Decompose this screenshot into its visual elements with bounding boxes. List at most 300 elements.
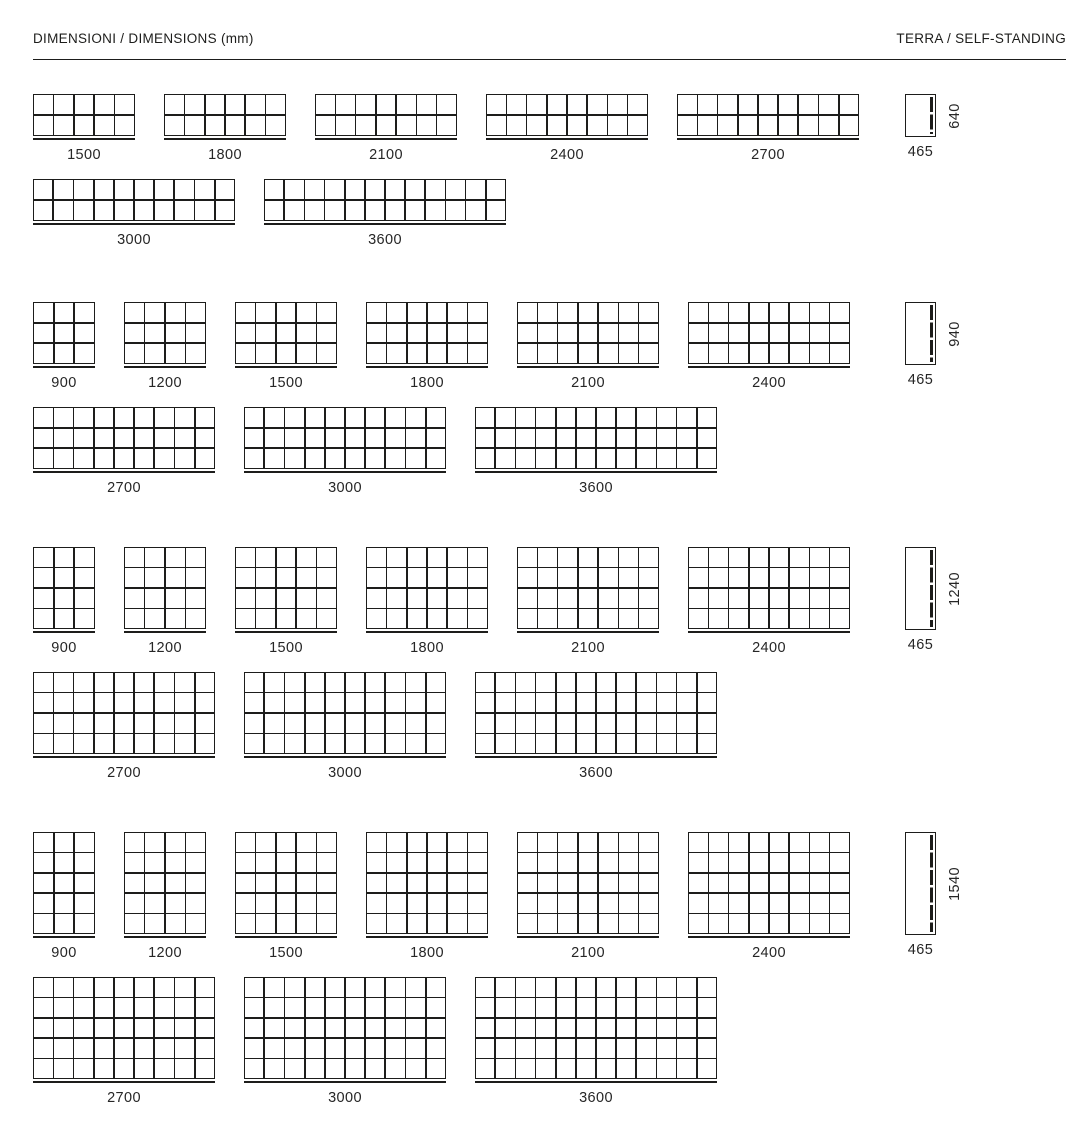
grid-cell [437, 116, 456, 135]
unit-900x940 [33, 302, 95, 391]
grid-cell [639, 914, 658, 933]
grid-cell [155, 1019, 174, 1038]
grid-cell [175, 673, 194, 692]
grid-cell [317, 914, 336, 933]
grid-cell [830, 833, 849, 852]
grid-cell [115, 180, 133, 199]
grid-cell [518, 589, 537, 608]
unit-front-drawing [475, 672, 717, 754]
grid-cell [166, 568, 185, 587]
unit-row [33, 407, 1083, 496]
unit-1500x640 [33, 94, 135, 163]
grid-cell [155, 693, 174, 712]
grid-cell [518, 914, 537, 933]
grid-cell [689, 874, 708, 893]
grid-cell [387, 833, 406, 852]
grid-cell [196, 1059, 215, 1078]
grid-cell [387, 874, 406, 893]
grid-cell [145, 324, 164, 343]
grid-cell [236, 303, 255, 322]
grid-cell [125, 303, 144, 322]
unit-width-label: 900 [51, 945, 77, 961]
grid-cell [336, 95, 355, 114]
unit-3600x640 [264, 179, 506, 248]
grid-cell [74, 408, 93, 427]
grid-cell [427, 408, 445, 427]
unit-width-label: 1200 [148, 945, 182, 961]
grid-cell [256, 833, 275, 852]
unit-front-drawing [33, 977, 215, 1079]
grid-cell [95, 734, 114, 753]
unit-2700x1240 [33, 672, 215, 781]
size-group-1240 [0, 547, 1083, 781]
grid-cell [336, 116, 355, 135]
grid-cell [496, 673, 514, 692]
grid-cell [617, 449, 635, 468]
grid-cell [95, 1039, 114, 1058]
grid-cell [496, 978, 514, 997]
unit-width-label: 900 [51, 640, 77, 656]
grid-cell [196, 449, 215, 468]
grid-cell [285, 180, 303, 199]
grid-cell [637, 1059, 655, 1078]
grid-cell [155, 714, 174, 733]
grid-cell [770, 914, 789, 933]
grid-cell [617, 408, 635, 427]
grid-cell [75, 833, 94, 852]
unit-front-drawing [124, 832, 206, 934]
grid-cell [689, 589, 708, 608]
grid-cell [466, 201, 484, 220]
grid-cell [54, 180, 72, 199]
unit-base-plinth [244, 754, 446, 758]
grid-cell [74, 998, 93, 1017]
grid-cell [568, 95, 587, 114]
grid-cell [709, 874, 728, 893]
grid-cell [54, 201, 72, 220]
grid-cell [718, 95, 737, 114]
grid-cell [750, 344, 769, 363]
unit-base-plinth [33, 221, 235, 225]
unit-front-drawing [33, 672, 215, 754]
grid-cell [689, 609, 708, 628]
grid-cell [639, 589, 658, 608]
grid-cell [245, 998, 263, 1017]
grid-cell [277, 609, 296, 628]
grid-cell [599, 568, 618, 587]
size-group-640 [0, 94, 1083, 248]
unit-front-drawing [475, 977, 717, 1079]
unit-width-label: 2400 [550, 147, 584, 163]
grid-cell [810, 853, 829, 872]
grid-cell [115, 1019, 134, 1038]
grid-cell [145, 833, 164, 852]
grid-cell [75, 914, 94, 933]
grid-cell [397, 116, 416, 135]
grid-cell [518, 568, 537, 587]
unit-2400x1240 [688, 547, 850, 656]
grid-cell [750, 324, 769, 343]
grid-cell [427, 429, 445, 448]
grid-cell [577, 693, 595, 712]
grid-cell [54, 978, 73, 997]
unit-front-drawing [486, 94, 648, 136]
grid-cell [95, 449, 114, 468]
grid-cell [346, 998, 364, 1017]
grid-cell [426, 201, 444, 220]
grid-cell [145, 568, 164, 587]
unit-1800x640 [164, 94, 286, 163]
grid-cell [326, 408, 344, 427]
grid-cell [256, 344, 275, 363]
grid-cell [428, 894, 447, 913]
unit-3000x940 [244, 407, 446, 496]
unit-base-plinth [235, 934, 337, 938]
unit-row [33, 672, 1083, 781]
grid-cell [538, 324, 557, 343]
unit-width-label: 2700 [107, 765, 141, 781]
grid-cell [145, 589, 164, 608]
grid-cell [387, 609, 406, 628]
grid-cell [709, 609, 728, 628]
grid-cell [317, 894, 336, 913]
unit-front-drawing [33, 179, 235, 221]
grid-cell [155, 998, 174, 1017]
grid-cell [285, 1039, 303, 1058]
grid-cell [135, 429, 154, 448]
grid-cell [637, 673, 655, 692]
grid-cell [317, 874, 336, 893]
grid-cell [285, 1059, 303, 1078]
grid-cell [558, 853, 577, 872]
side-profile-drawing [905, 94, 963, 137]
grid-cell [317, 568, 336, 587]
grid-cell [74, 714, 93, 733]
grid-cell [54, 429, 73, 448]
grid-cell [175, 429, 194, 448]
grid-cell [135, 1059, 154, 1078]
grid-cell [245, 734, 263, 753]
grid-cell [95, 1019, 114, 1038]
grid-cell [175, 180, 193, 199]
grid-cell [639, 303, 658, 322]
grid-cell [196, 998, 215, 1017]
grid-cell [619, 303, 638, 322]
unit-front-drawing [164, 94, 286, 136]
grid-cell [306, 1019, 324, 1038]
grid-cell [677, 1039, 695, 1058]
grid-cell [305, 201, 323, 220]
grid-cell [487, 201, 505, 220]
grid-cell [34, 1059, 53, 1078]
grid-cell [548, 95, 567, 114]
grid-cell [236, 874, 255, 893]
grid-cell [518, 344, 537, 363]
grid-cell [326, 714, 344, 733]
unit-base-plinth [124, 364, 206, 368]
grid-cell [166, 589, 185, 608]
grid-cell [689, 344, 708, 363]
grid-cell [125, 874, 144, 893]
grid-cell [709, 853, 728, 872]
grid-cell [285, 978, 303, 997]
grid-cell [408, 874, 427, 893]
grid-cell [558, 609, 577, 628]
grid-cell [135, 978, 154, 997]
grid-cell [799, 95, 818, 114]
grid-cell [448, 303, 467, 322]
grid-cell [367, 609, 386, 628]
grid-cell [256, 303, 275, 322]
unit-front-drawing [33, 407, 215, 469]
grid-cell [74, 978, 93, 997]
unit-base-plinth [33, 364, 95, 368]
grid-cell [790, 324, 809, 343]
grid-cell [597, 998, 615, 1017]
grid-cell [599, 874, 618, 893]
size-group-940 [0, 302, 1083, 496]
grid-cell [750, 853, 769, 872]
grid-cell [639, 568, 658, 587]
grid-cell [54, 449, 73, 468]
grid-cell [256, 548, 275, 567]
grid-cell [657, 673, 675, 692]
unit-base-plinth [124, 934, 206, 938]
grid-cell [637, 998, 655, 1017]
grid-cell [367, 303, 386, 322]
grid-cell [790, 568, 809, 587]
grid-cell [297, 568, 316, 587]
grid-cell [428, 914, 447, 933]
grid-cell [265, 998, 283, 1017]
grid-cell [34, 1039, 53, 1058]
side-profile-1540 [905, 832, 963, 958]
grid-cell [657, 1019, 675, 1038]
grid-cell [496, 714, 514, 733]
grid-cell [95, 429, 114, 448]
grid-cell [166, 303, 185, 322]
grid-cell [476, 449, 494, 468]
grid-cell [135, 734, 154, 753]
grid-cell [206, 116, 225, 135]
grid-cell [639, 894, 658, 913]
grid-cell [516, 693, 534, 712]
unit-base-plinth [517, 364, 659, 368]
grid-cell [277, 548, 296, 567]
grid-cell [346, 408, 364, 427]
grid-cell [689, 894, 708, 913]
grid-cell [386, 201, 404, 220]
grid-cell [729, 853, 748, 872]
grid-cell [790, 894, 809, 913]
grid-cell [617, 693, 635, 712]
grid-cell [236, 609, 255, 628]
side-profile-940 [905, 302, 963, 388]
grid-cell [597, 734, 615, 753]
grid-cell [387, 589, 406, 608]
grid-cell [166, 833, 185, 852]
size-group-1540 [0, 832, 1083, 1106]
grid-cell [476, 1059, 494, 1078]
grid-cell [175, 693, 194, 712]
grid-cell [516, 429, 534, 448]
grid-cell [779, 116, 798, 135]
grid-cell [366, 734, 384, 753]
grid-cell [346, 1039, 364, 1058]
grid-cell [657, 449, 675, 468]
grid-cell [709, 548, 728, 567]
grid-cell [698, 998, 716, 1017]
grid-cell [34, 734, 53, 753]
grid-cell [406, 1059, 424, 1078]
side-profile-drawing [905, 547, 963, 630]
grid-cell [406, 978, 424, 997]
grid-cell [135, 408, 154, 427]
grid-cell [265, 449, 283, 468]
grid-cell [245, 693, 263, 712]
grid-cell [75, 589, 94, 608]
unit-3600x940 [475, 407, 717, 496]
unit-base-plinth [366, 364, 488, 368]
grid-cell [819, 116, 838, 135]
grid-cell [185, 116, 204, 135]
grid-cell [770, 853, 789, 872]
unit-width-label: 3600 [579, 1090, 613, 1106]
grid-cell [677, 714, 695, 733]
grid-cell [346, 1019, 364, 1038]
grid-cell [619, 324, 638, 343]
grid-cell [496, 1019, 514, 1038]
grid-cell [619, 609, 638, 628]
grid-cell [125, 833, 144, 852]
grid-cell [135, 998, 154, 1017]
grid-cell [468, 303, 487, 322]
grid-cell [577, 429, 595, 448]
grid-cell [306, 978, 324, 997]
grid-cell [689, 568, 708, 587]
grid-cell [125, 548, 144, 567]
grid-cell [75, 548, 94, 567]
grid-cell [115, 95, 134, 114]
grid-cell [428, 324, 447, 343]
grid-cell [579, 894, 598, 913]
grid-cell [226, 95, 245, 114]
grid-cell [468, 324, 487, 343]
grid-cell [34, 998, 53, 1017]
grid-cell [448, 894, 467, 913]
grid-cell [639, 833, 658, 852]
unit-width-label: 2700 [107, 1090, 141, 1106]
grid-cell [597, 1059, 615, 1078]
unit-front-drawing [33, 94, 135, 136]
profile-height-label: 1540 [947, 866, 963, 901]
grid-cell [326, 673, 344, 692]
grid-cell [165, 95, 184, 114]
grid-cell [507, 95, 526, 114]
grid-cell [750, 303, 769, 322]
grid-cell [466, 180, 484, 199]
grid-cell [428, 548, 447, 567]
grid-cell [34, 95, 53, 114]
grid-cell [577, 734, 595, 753]
grid-cell [285, 449, 303, 468]
unit-base-plinth [244, 1079, 446, 1083]
grid-cell [306, 693, 324, 712]
grid-cell [427, 1059, 445, 1078]
grid-cell [125, 894, 144, 913]
unit-width-label: 1800 [410, 640, 444, 656]
grid-cell [579, 914, 598, 933]
grid-cell [729, 833, 748, 852]
grid-cell [468, 609, 487, 628]
grid-cell [729, 568, 748, 587]
grid-cell [115, 408, 134, 427]
grid-cell [577, 714, 595, 733]
unit-width-label: 3600 [579, 480, 613, 496]
grid-cell [196, 978, 215, 997]
grid-cell [196, 693, 215, 712]
grid-cell [427, 998, 445, 1017]
unit-width-label: 1800 [410, 945, 444, 961]
grid-cell [599, 344, 618, 363]
unit-front-drawing [244, 977, 446, 1079]
grid-cell [155, 1059, 174, 1078]
grid-cell [277, 589, 296, 608]
unit-base-plinth [264, 221, 506, 225]
grid-cell [536, 1039, 554, 1058]
grid-cell [597, 429, 615, 448]
grid-cell [74, 1019, 93, 1038]
grid-cell [325, 201, 343, 220]
grid-cell [810, 874, 829, 893]
unit-front-drawing [244, 407, 446, 469]
grid-cell [597, 673, 615, 692]
grid-cell [770, 589, 789, 608]
grid-cell [639, 853, 658, 872]
grid-cell [709, 324, 728, 343]
grid-cell [729, 344, 748, 363]
grid-cell [536, 714, 554, 733]
grid-cell [770, 894, 789, 913]
unit-width-label: 1500 [269, 375, 303, 391]
grid-cell [245, 408, 263, 427]
grid-cell [448, 324, 467, 343]
unit-2400x640 [486, 94, 648, 163]
grid-cell [689, 853, 708, 872]
grid-cell [326, 1059, 344, 1078]
unit-front-drawing [235, 302, 337, 364]
grid-cell [387, 303, 406, 322]
grid-cell [277, 914, 296, 933]
unit-1200x1540 [124, 832, 206, 961]
unit-base-plinth [688, 934, 850, 938]
grid-cell [830, 324, 849, 343]
grid-cell [709, 833, 728, 852]
grid-cell [75, 116, 94, 135]
grid-cell [265, 1059, 283, 1078]
grid-cell [617, 734, 635, 753]
grid-cell [366, 693, 384, 712]
grid-cell [186, 589, 205, 608]
grid-cell [306, 998, 324, 1017]
grid-cell [125, 568, 144, 587]
grid-cell [476, 714, 494, 733]
unit-front-drawing [517, 547, 659, 629]
grid-cell [617, 714, 635, 733]
grid-cell [55, 324, 74, 343]
grid-cell [145, 874, 164, 893]
grid-cell [608, 95, 627, 114]
